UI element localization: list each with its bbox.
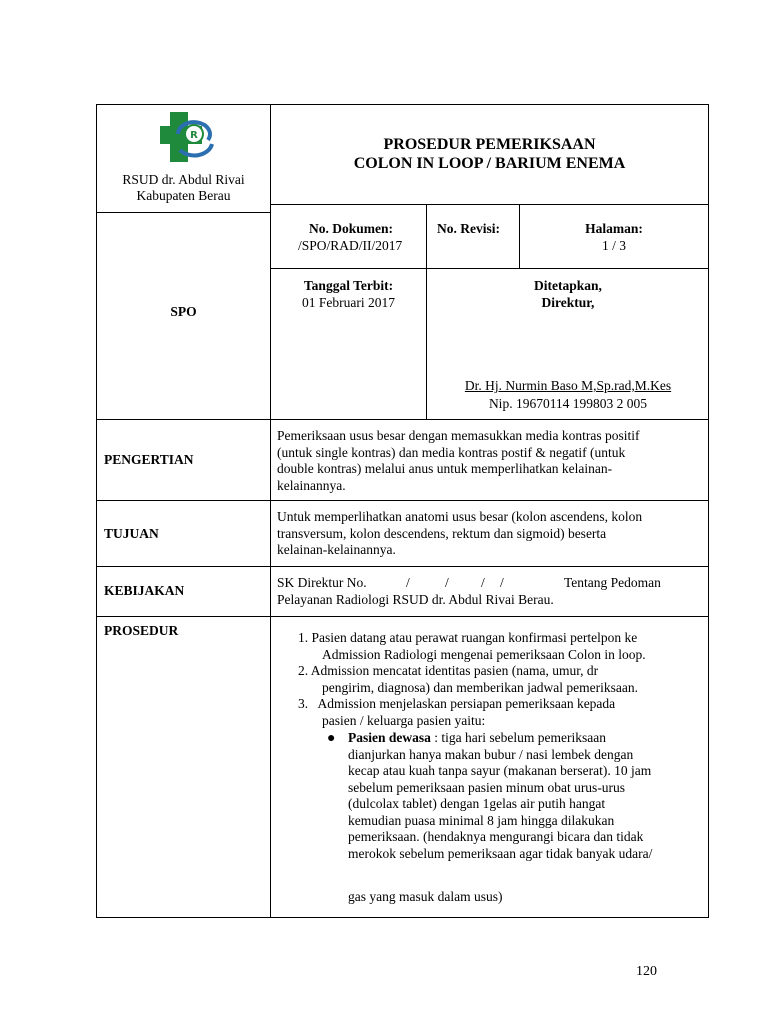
table-border	[96, 104, 709, 105]
table-border	[96, 616, 709, 617]
kebijakan-slash: /	[500, 575, 504, 590]
bullet-dot: ●	[327, 731, 336, 746]
table-border	[96, 104, 97, 918]
pengertian-line: kelainannya.	[277, 477, 346, 493]
signer-nip: Nip. 19670114 199803 2 005	[488, 396, 648, 411]
no-dokumen-label: No. Dokumen:	[308, 221, 393, 236]
kebijakan-line2: Pelayanan Radiologi RSUD dr. Abdul Rivai Berau.	[277, 592, 554, 607]
table-border	[96, 419, 709, 420]
pengertian-line: Pemeriksaan usus besar dengan memasukkan media kontras positif	[277, 428, 640, 443]
halaman-label: Halaman:	[585, 221, 643, 236]
table-border	[96, 500, 709, 501]
tujuan-line: Untuk memperlihatkan anatomi usus besar (kolon ascendens, kolon	[277, 509, 643, 524]
table-border	[96, 566, 709, 567]
bullet-line: sebelum pemeriksaan pasien minum obat urus-urus	[348, 779, 626, 795]
signer-name: Dr. Hj. Nurmin Baso M,Sp.rad,M.Kes	[464, 378, 672, 393]
pengertian-text	[277, 428, 640, 494]
no-revisi-label: No. Revisi:	[437, 221, 500, 236]
bullet-last-line: gas yang masuk dalam usus)	[348, 889, 503, 904]
prosedur-list	[298, 630, 703, 729]
bullet-line: merokok sebelum pemeriksaan agar tidak banyak udara/	[348, 845, 653, 861]
pengertian-line: (untuk single kontras) dan media kontras postif & negatif (untuk	[277, 444, 626, 460]
bullet-line: dianjurkan hanya makan bubur / nasi lembek dengan	[348, 746, 634, 762]
bullet-line: pemeriksaan. (hendaknya mengurangi bicara dan tidak	[348, 829, 644, 844]
prosedur-item: 2. Admission mencatat identitas pasien (nama, umur, dr pengirim, diagnosa) dan memberikan jadwal pemeriksaan.	[298, 663, 639, 695]
tujuan-line: kelainan-kelainannya.	[277, 542, 396, 557]
bullet-heading: Pasien dewasa	[348, 730, 431, 745]
table-border	[96, 212, 271, 213]
kebijakan-sk-prefix: SK Direktur No.	[277, 575, 367, 590]
document-title-line1: PROSEDUR PEMERIKSAAN	[383, 136, 596, 153]
kebijakan-slash: /	[406, 575, 410, 590]
table-border	[270, 104, 271, 918]
spo-label: SPO	[170, 304, 197, 319]
prosedur-label: PROSEDUR	[104, 623, 179, 638]
table-border	[96, 917, 709, 918]
direktur-label: Direktur,	[541, 295, 595, 310]
table-border	[270, 204, 709, 205]
table-border	[270, 268, 709, 269]
no-dokumen-value: /SPO/RAD/II/2017	[298, 238, 403, 253]
hospital-location: Kabupaten Berau	[136, 188, 231, 203]
bullet-line: : tiga hari sebelum pemeriksaan	[430, 730, 606, 745]
hospital-cross-logo	[158, 110, 218, 166]
prosedur-item: 3. Admission menjelaskan persiapan pemeriksaan kepada pasien / keluarga pasien yaitu:	[298, 696, 616, 728]
svg-text:R: R	[190, 130, 198, 141]
kebijakan-slash: /	[481, 575, 485, 590]
halaman-value: 1 / 3	[601, 238, 626, 253]
bullet-line: kecap atau kuah tanpa sayur (makanan berserat). 10 jam	[348, 763, 652, 778]
bullet-pasien-dewasa	[348, 730, 706, 862]
tanggal-terbit-value: 01 Februari 2017	[302, 295, 395, 310]
pengertian-label: PENGERTIAN	[104, 452, 194, 467]
page-number: 120	[636, 964, 657, 979]
bullet-line: kemudian puasa minimal 8 jam hingga dilakukan	[348, 812, 615, 828]
tujuan-text	[277, 509, 642, 559]
bullet-line: (dulcolax tablet) dengan 1gelas air putih hangat	[348, 796, 606, 811]
document-title-line2: COLON IN LOOP / BARIUM ENEMA	[353, 155, 626, 172]
kebijakan-label: KEBIJAKAN	[104, 583, 185, 598]
kebijakan-tentang: Tentang Pedoman	[564, 575, 661, 590]
pengertian-line: double kontras) melalui anus untuk memperlihatkan kelainan-	[277, 461, 613, 476]
tujuan-label: TUJUAN	[104, 526, 159, 541]
prosedur-item: 1. Pasien datang atau perawat ruangan konfirmasi pertelpon ke Admission Radiologi mengenai pemeriksaan Colon in loop.	[298, 630, 646, 662]
hospital-name: RSUD dr. Abdul Rivai	[122, 172, 245, 187]
tanggal-terbit-label: Tanggal Terbit:	[303, 278, 394, 293]
kebijakan-slash: /	[445, 575, 449, 590]
ditetapkan-label: Ditetapkan,	[534, 278, 602, 293]
tujuan-line: transversum, kolon descendens, rektum dan sigmoid) beserta	[277, 525, 607, 541]
